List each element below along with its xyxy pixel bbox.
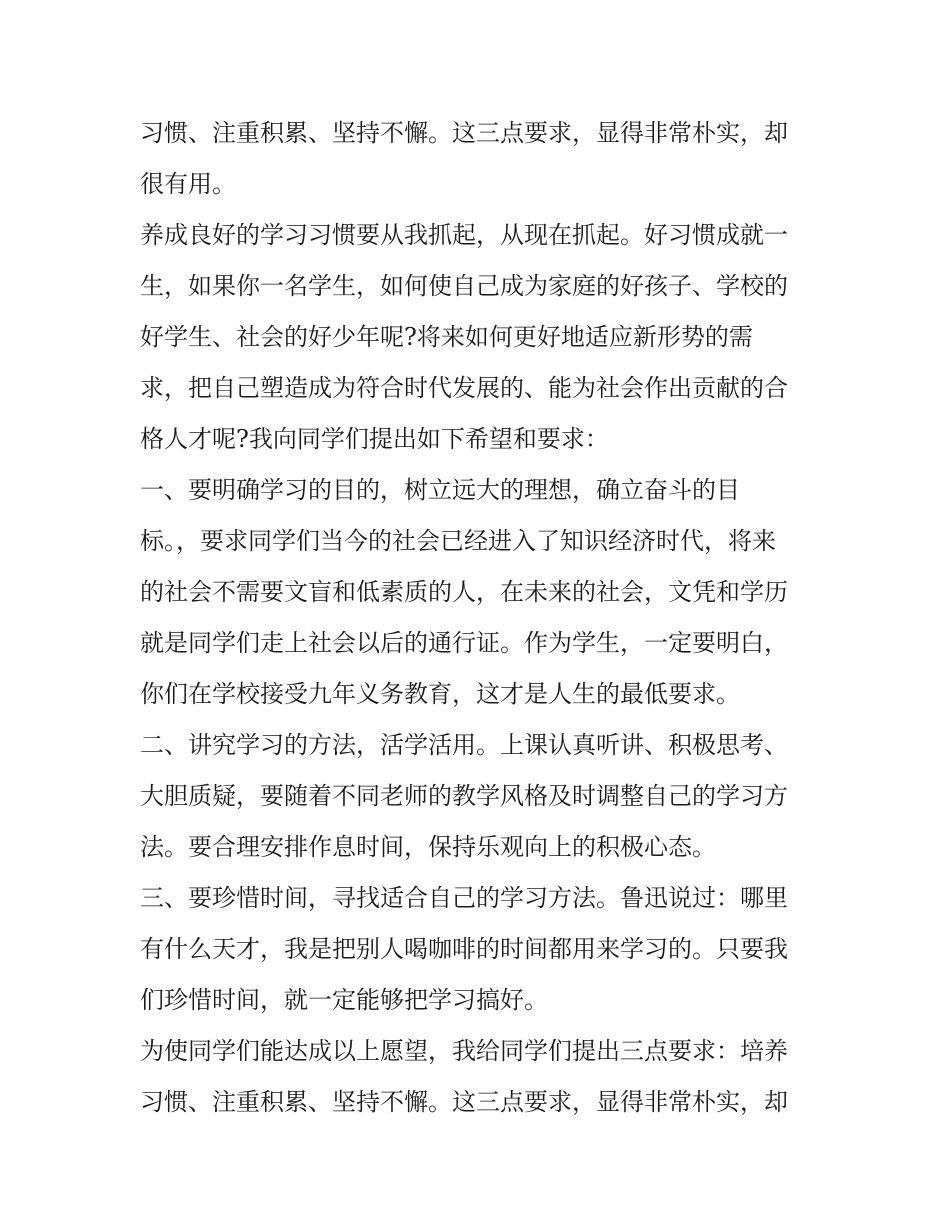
text-line: 大胆质疑，要随着不同老师的教学风格及时调整自己的学习方 (140, 782, 788, 810)
text-line: 们珍惜时间，就一定能够把学习搞好。 (140, 986, 548, 1014)
text-line: 生，如果你一名学生，如何使自己成为家庭的好孩子、学校的 (140, 272, 788, 300)
text-line: 求，把自己塑造成为符合时代发展的、能为社会作出贡献的合 (140, 374, 788, 402)
text-line: 一、要明确学习的目的，树立远大的理想，确立奋斗的目 (140, 476, 740, 504)
document-body (140, 108, 820, 1128)
text-line: 好学生、社会的好少年呢?将来如何更好地适应新形势的需 (140, 323, 753, 351)
text-line: 养成良好的学习习惯要从我抓起，从现在抓起。好习惯成就一 (140, 221, 788, 249)
text-line: 就是同学们走上社会以后的通行证。作为学生，一定要明白， (140, 629, 788, 657)
text-line: 二、讲究学习的方法，活学活用。上课认真听讲、积极思考、 (140, 731, 788, 759)
text-line: 习惯、注重积累、坚持不懈。这三点要求，显得非常朴实，却 (140, 1088, 788, 1116)
text-line: 有什么天才，我是把别人喝咖啡的时间都用来学习的。只要我 (140, 935, 788, 963)
text-line: 你们在学校接受九年义务教育，这才是人生的最低要求。 (140, 680, 740, 708)
text-line: 三、要珍惜时间，寻找适合自己的学习方法。鲁迅说过：哪里 (140, 884, 788, 912)
text-line: 很有用。 (140, 170, 236, 198)
text-line: 的社会不需要文盲和低素质的人，在未来的社会，文凭和学历 (140, 578, 788, 606)
text-line: 为使同学们能达成以上愿望，我给同学们提出三点要求：培养 (140, 1037, 788, 1065)
text-line: 标。，要求同学们当今的社会已经进入了知识经济时代，将来 (140, 527, 776, 555)
text-line: 习惯、注重积累、坚持不懈。这三点要求，显得非常朴实，却 (140, 119, 788, 147)
text-line: 格人才呢?我向同学们提出如下希望和要求： (140, 425, 609, 453)
text-line: 法。要合理安排作息时间，保持乐观向上的积极心态。 (140, 833, 716, 861)
